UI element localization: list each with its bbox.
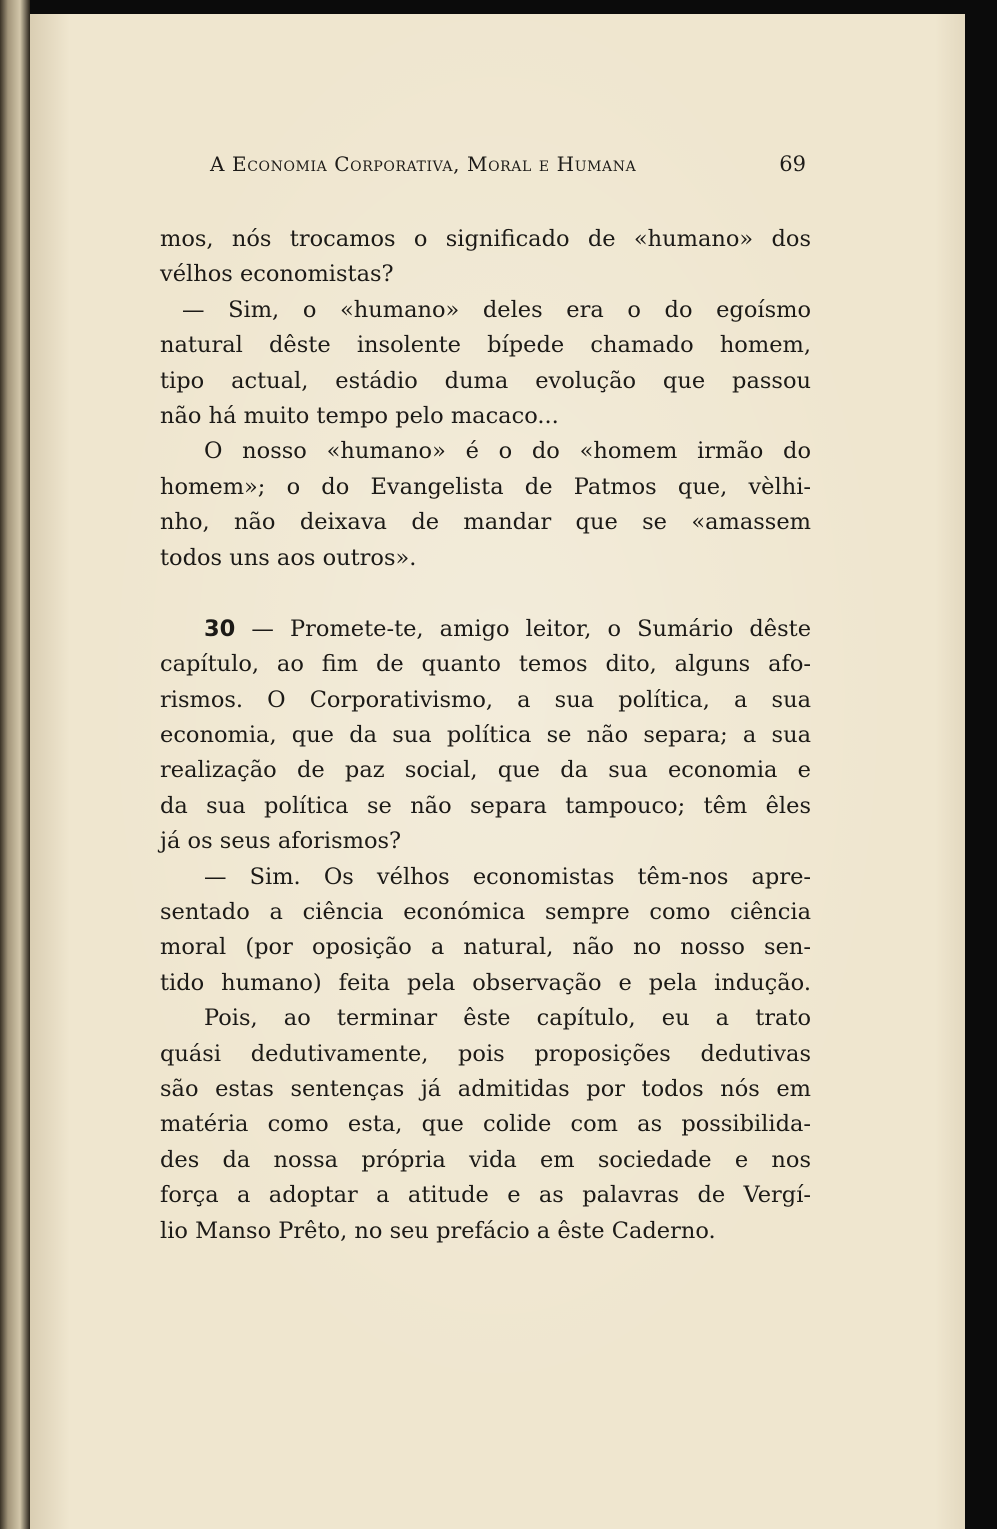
text-line: — Sim. Os vélhos economistas têm-nos apre- <box>204 863 811 890</box>
page-header <box>210 152 810 186</box>
text-line: quási dedutivamente, pois proposições dedutivas <box>160 1040 811 1067</box>
text-line: homem»; o do Evangelista de Patmos que, vèlhi- <box>160 473 811 500</box>
text-line: sentado a ciência económica sempre como ciência <box>160 899 811 926</box>
text-line: todos uns aos outros». <box>160 544 417 571</box>
text-line: — Sim, o «humano» deles era o do egoísmo <box>182 296 811 323</box>
text-line-with-section-number <box>160 612 811 647</box>
text-line: realização de paz social, que da sua economia e <box>160 757 811 784</box>
text-line: Pois, ao terminar êste capítulo, eu a trato <box>204 1005 811 1032</box>
text-line: vélhos economistas? <box>160 261 394 288</box>
text-line: capítulo, ao fim de quanto temos dito, alguns afo- <box>160 651 811 678</box>
paragraph-gap <box>160 576 811 612</box>
text-line: — Promete-te, amigo leitor, o Sumário dêste <box>251 615 812 642</box>
text-line: já os seus aforismos? <box>160 828 402 855</box>
text-line: matéria como esta, que colide com as possibilida- <box>160 1111 811 1138</box>
running-title: A Economia Corporativa, Moral e Humana <box>210 152 637 176</box>
text-line: não há muito tempo pelo macaco... <box>160 402 559 429</box>
text-line: rismos. O Corporativismo, a sua política, a sua <box>160 686 811 713</box>
text-line: O nosso «humano» é o do «homem irmão do <box>204 438 811 465</box>
text-line: força a adoptar a atitude e as palavras de Vergí- <box>160 1182 811 1209</box>
page-number: 69 <box>779 152 806 176</box>
text-line: des da nossa própria vida em sociedade e nos <box>160 1146 811 1173</box>
section-number: 30 <box>204 615 236 642</box>
text-line: economia, que da sua política se não separa; a sua <box>160 722 811 749</box>
text-line: lio Manso Prêto, no seu prefácio a êste Caderno. <box>160 1217 716 1244</box>
text-line: são estas sentenças já admitidas por todos nós em <box>160 1075 811 1102</box>
text-line: da sua política se não separa tampouco; têm êles <box>160 792 811 819</box>
book-spine <box>0 0 30 1529</box>
text-line: moral (por oposição a natural, não no nosso sen- <box>160 934 811 961</box>
text-line: tido humano) feita pela observação e pela indução. <box>160 969 811 996</box>
text-line: mos, nós trocamos o significado de «humano» dos <box>160 226 811 252</box>
text-line: tipo actual, estádio duma evolução que passou <box>160 367 811 394</box>
text-line: natural dêste insolente bípede chamado homem, <box>160 332 811 359</box>
body-text <box>160 222 811 1249</box>
text-line: nho, não deixava de mandar que se «amassem <box>160 509 811 536</box>
